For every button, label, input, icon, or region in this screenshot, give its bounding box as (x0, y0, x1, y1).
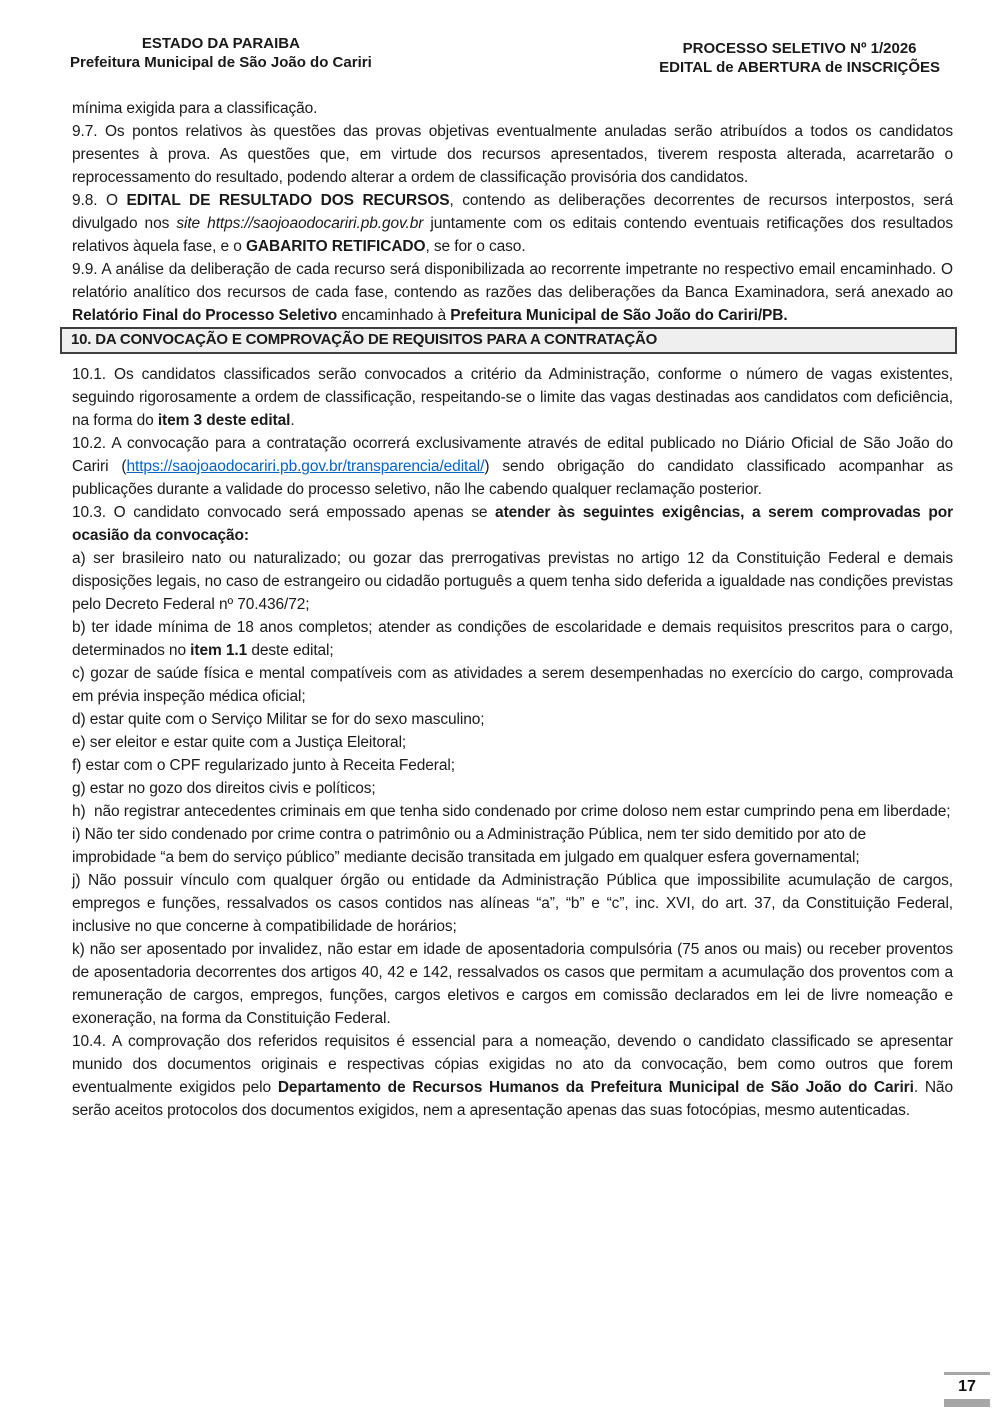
paragraph-9-9 (72, 258, 953, 327)
paragraph-10-3 (72, 501, 953, 547)
issuer-state-title: ESTADO DA PARAIBA (141, 35, 300, 52)
text-run: deste edital; (247, 642, 334, 659)
requirement-item-d: d) estar quite com o Serviço Militar se for do sexo masculino; (72, 711, 485, 728)
paragraph-intro-continuation: mínima exigida para a classificação. (72, 100, 318, 117)
edital-title: EDITAL de ABERTURA de INSCRIÇÕES (659, 59, 940, 76)
process-title: PROCESSO SELETIVO Nº 1/2026 (682, 40, 917, 57)
text-run: encaminhado à (337, 307, 451, 324)
requirement-item-i: i) Não ter sido condenado por crime contra o patrimônio ou a Administração Pública, nem ter sido demitido por ato de (72, 826, 866, 843)
bold-run: EDITAL DE RESULTADO DOS RECURSOS (126, 192, 450, 209)
bold-run: atender às seguintes exigências, a serem comprovadas por ocasião da convocação: (72, 504, 953, 544)
requirement-item-h: h) não registrar antecedentes criminais em que tenha sido condenado por crime doloso nem estar cumprindo pena em liberdade; (72, 803, 951, 820)
bold-run: Departamento de Recursos Humanos da Prefeitura Municipal de São João do Cariri (277, 1079, 914, 1096)
text-run: . Não serão aceitos protocolos dos documentos exigidos, nem a apresentação apenas das suas fotocópias, mesmo autenticadas. (72, 1079, 953, 1119)
page-footer (944, 1372, 990, 1407)
text-run: 10.3. O candidato convocado será empossado apenas se (72, 504, 496, 521)
bold-run: Prefeitura Municipal de São João do Cariri/PB. (450, 307, 788, 324)
process-block (659, 34, 940, 77)
text-run: 10.4. A comprovação dos referidos requisitos é essencial para a nomeação, devendo o candidato classificado se apresentar munido dos documentos originais e respectivas cópias exigidas no ato da convocação, bem como outros que forem eventualmente exigidos pelo (72, 1033, 953, 1096)
text-run: b) ter idade mínima de 18 anos completos; atender as condições de escolaridade e demais requisitos prescritos para o cargo, determinados no (72, 619, 953, 659)
paragraph-10-2 (72, 432, 953, 501)
bold-run: GABARITO RETIFICADO (245, 238, 426, 255)
paragraph-10-4 (72, 1030, 953, 1122)
page-number: 17 (958, 1378, 976, 1395)
requirement-item-c: c) gozar de saúde física e mental compatíveis com as atividades a serem desempenhadas no exercício do cargo, comprovada em prévia inspeção médica oficial; (72, 665, 953, 705)
bold-run: item 3 deste edital (157, 412, 291, 429)
requirement-item-b (72, 616, 953, 662)
text-run: 9.8. O (72, 192, 127, 209)
requirement-item-a: a) ser brasileiro nato ou naturalizado; ou gozar das prerrogativas previstas no artigo 12 da Constituição Federal e demais disposições legais, no caso de estrangeiro ou cidadão português a quem tenha sido deferida a igualdade nas condições previstas pelo Decreto Federal nº 70.436/72; (72, 550, 953, 613)
section-10-heading: 10. DA CONVOCAÇÃO E COMPROVAÇÃO DE REQUISITOS PARA A CONTRATAÇÃO (60, 327, 957, 354)
requirement-item-k: k) não ser aposentado por invalidez, não estar em idade de aposentadoria compulsória (75 anos ou mais) ou receber proventos de aposentadoria decorrentes dos artigos 40, 42 e 142, ressalvados os casos que permitam a acumulação dos proventos com a remuneração de cargos, empregos, funções, cargos eletivos e cargos em comissão declarados em lei de livre nomeação e exoneração, na forma da Constituição Federal. (72, 941, 953, 1027)
issuer-municipality-title: Prefeitura Municipal de São João do Cariri (70, 54, 372, 71)
requirement-item-i-continuation: improbidade “a bem do serviço público” mediante decisão transitada em julgado em qualquer esfera governamental; (72, 849, 860, 866)
document-header (0, 0, 1000, 77)
paragraph-9-7: 9.7. Os pontos relativos às questões das provas objetivas eventualmente anuladas serão atribuídos a todos os candidatos presentes à prova. As questões que, em virtude dos recursos apresentados, tiverem resposta alterada, acarretarão o reprocessamento do resultado, podendo alterar a ordem de classificação provisória dos candidatos. (72, 123, 953, 186)
text-run: . (290, 412, 295, 429)
bold-run: Relatório Final do Processo Seletivo (72, 307, 338, 324)
footer-rule-top-decoration (944, 1372, 990, 1375)
transparencia-edital-link[interactable]: https://saojoaodocariri.pb.gov.br/transparencia/edital/ (126, 458, 485, 475)
text-run: 10.1. Os candidatos classificados serão convocados a critério da Administração, conforme o número de vagas existentes, seguindo rigorosamente a ordem de classificação, respeitando-se o limite das vagas destinadas aos candidatos com deficiência, na forma do (72, 366, 953, 429)
text-run: 9.9. A análise da deliberação de cada recurso será disponibilizada ao recorrente impetrante no respectivo email encaminhado. O relatório analítico dos recursos de cada fase, contendo as razões das deliberações da Banca Examinadora, será anexado ao (72, 261, 953, 301)
bold-run: item 1.1 (190, 642, 248, 659)
paragraph-10-1 (72, 363, 953, 432)
text-run: juntamente com os editais contendo eventuais retificações dos resultados relativos àquela fase, e o (72, 215, 953, 255)
issuer-block (70, 34, 372, 77)
text-run: , se for o caso. (425, 238, 526, 255)
text-run: , contendo as deliberações decorrentes de recursos interpostos, será divulgado nos (72, 192, 953, 232)
text-run: 10.2. A convocação para a contratação ocorrerá exclusivamente através de edital publicado no Diário Oficial de São João do Cariri ( (72, 435, 953, 475)
text-run: ) sendo obrigação do candidato classificado acompanhar as publicações durante a validade do processo seletivo, não lhe cabendo qualquer reclamação posterior. (72, 458, 953, 498)
requirement-item-g: g) estar no gozo dos direitos civis e políticos; (72, 780, 376, 797)
paragraph-9-8 (72, 189, 953, 258)
requirement-item-e: e) ser eleitor e estar quite com a Justiça Eleitoral; (72, 734, 407, 751)
requirement-item-j: j) Não possuir vínculo com qualquer órgão ou entidade da Administração Pública que impossibilite acumulação de cargos, empregos e funções, ressalvados os casos contidos nas alíneas “a”, “b” e “c”, inc. XVI, do art. 37, da Constituição Federal, inclusive no que concerne à compatibilidade de horários; (72, 872, 953, 935)
footer-rule-bottom-decoration (944, 1399, 990, 1407)
requirement-item-f: f) estar com o CPF regularizado junto à Receita Federal; (72, 757, 455, 774)
document-body (0, 77, 1000, 1122)
italic-site-url: site https://saojoaodocariri.pb.gov.br (176, 215, 424, 232)
